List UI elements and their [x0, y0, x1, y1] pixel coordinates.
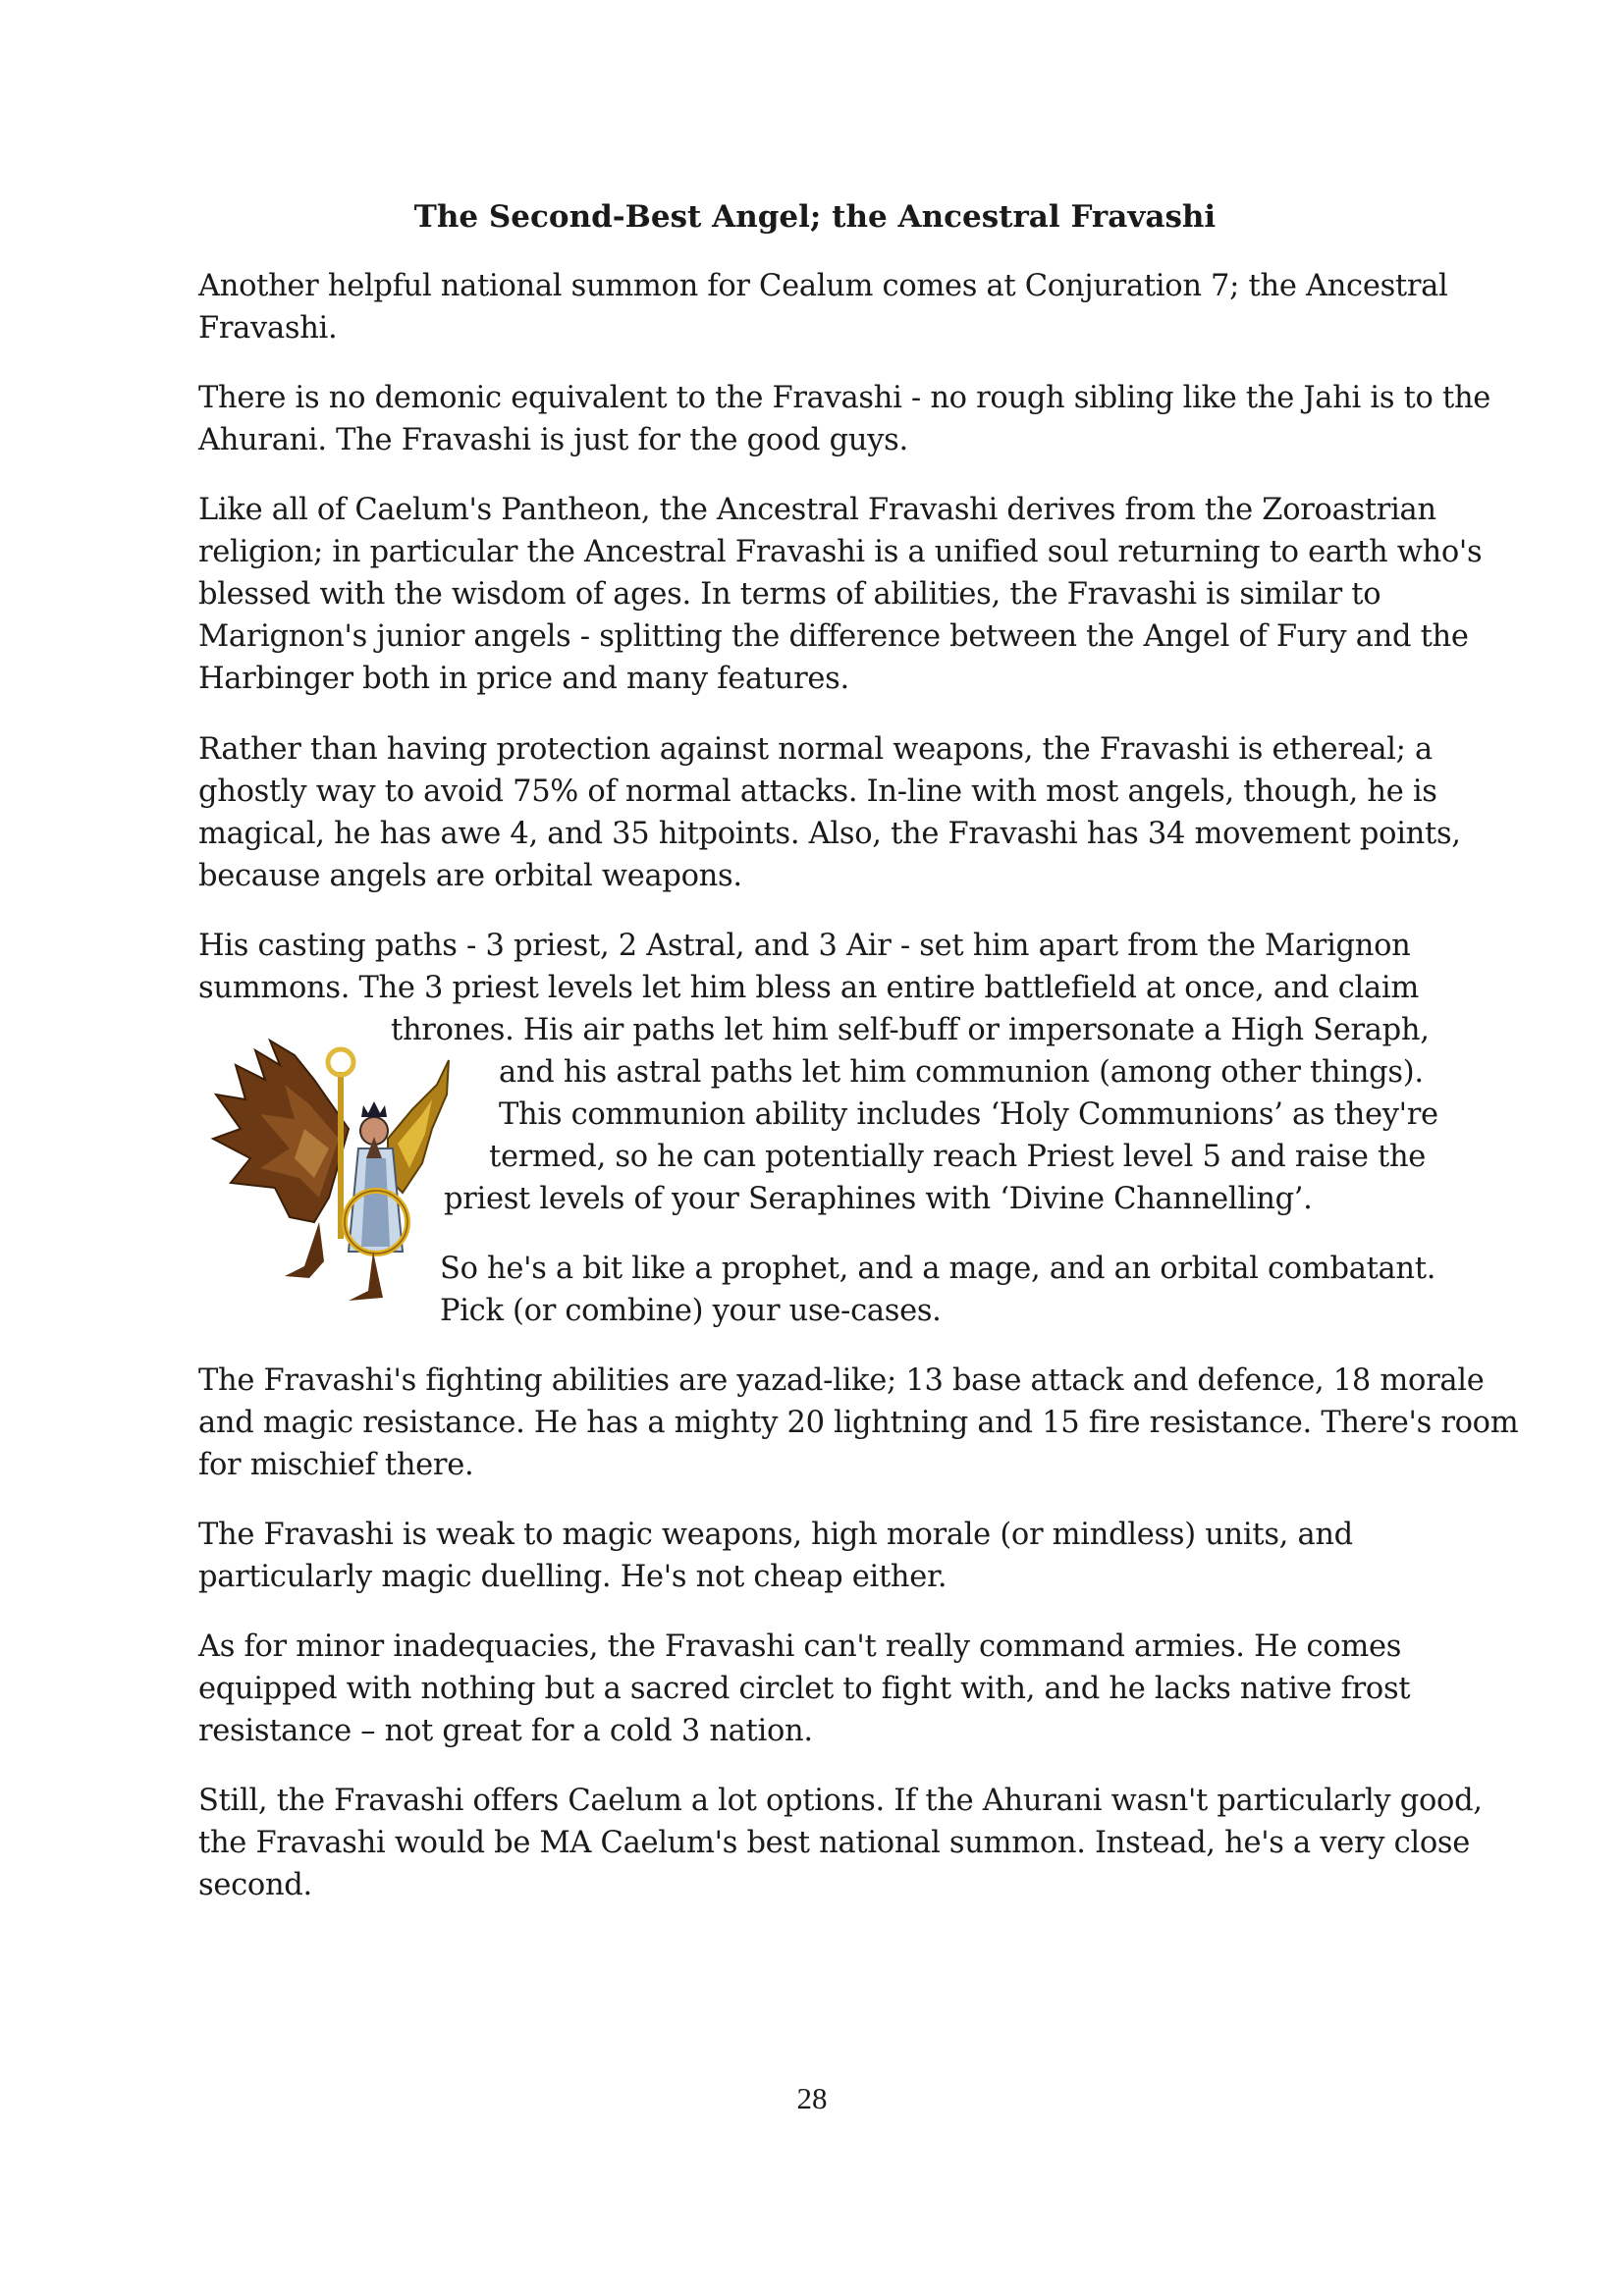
text-line: resistance – not great for a cold 3 nation. [198, 1714, 813, 1748]
text-line: Rather than having protection against normal weapons, the Fravashi is ethereal; a [198, 732, 1433, 767]
text-line: His casting paths - 3 priest, 2 Astral, and 3 Air - set him apart from the Marignon [198, 929, 1411, 963]
text-line: magical, he has awe 4, and 35 hitpoints. Also, the Fravashi has 34 movement points, [198, 817, 1461, 851]
text-line: priest levels of your Seraphines with ‘Divine Channelling’. [444, 1182, 1313, 1216]
text-line: the Fravashi would be MA Caelum's best national summon. Instead, he's a very close [198, 1826, 1470, 1860]
text-line: particularly magic duelling. He's not cheap either. [198, 1560, 947, 1594]
paragraph-3 [198, 489, 1483, 700]
text-line: The Fravashi's fighting abilities are yazad-like; 13 base attack and defence, 18 morale [198, 1363, 1485, 1398]
text-line: Ahurani. The Fravashi is just for the good guys. [198, 423, 908, 457]
paragraph-4 [198, 728, 1461, 897]
text-line: summons. The 3 priest levels let him bless an entire battlefield at once, and claim [198, 971, 1419, 1005]
text-line: The Fravashi is weak to magic weapons, high morale (or mindless) units, and [198, 1518, 1353, 1552]
text-line: and his astral paths let him communion (among other things). [499, 1055, 1424, 1090]
text-line: thrones. His air paths let him self-buff or impersonate a High Seraph, [391, 1013, 1430, 1047]
text-line: As for minor inadequacies, the Fravashi can't really command armies. He comes [198, 1629, 1402, 1664]
text-line: termed, so he can potentially reach Priest level 5 and raise the [489, 1140, 1427, 1174]
paragraph-9 [198, 1626, 1435, 1752]
paragraph-1 [198, 265, 1448, 349]
text-line: religion; in particular the Ancestral Fravashi is a unified soul returning to earth who's [198, 535, 1483, 569]
text-line: There is no demonic equivalent to the Fravashi - no rough sibling like the Jahi is to the [198, 381, 1491, 415]
paragraph-7 [198, 1360, 1519, 1486]
paragraph-10 [198, 1780, 1483, 1906]
text-line: second. [198, 1868, 312, 1902]
text-line: for mischief there. [198, 1448, 474, 1482]
text-line: equipped with nothing but a sacred circlet to fight with, and he lacks native frost [198, 1672, 1411, 1706]
section-title: The Second-Best Angel; the Ancestral Fravashi [413, 199, 1217, 235]
text-line: Pick (or combine) your use-cases. [440, 1294, 942, 1328]
text-line: blessed with the wisdom of ages. In terms of abilities, the Fravashi is similar to [198, 577, 1381, 612]
text-line: Fravashi. [198, 311, 338, 346]
text-line: So he's a bit like a prophet, and a mage, and an orbital combatant. [440, 1252, 1436, 1286]
text-line: Marignon's junior angels - splitting the difference between the Angel of Fury and the [198, 619, 1469, 654]
page-number: 28 [796, 2081, 828, 2115]
fravashi-angel-svg [201, 1011, 486, 1306]
text-line: Still, the Fravashi offers Caelum a lot options. If the Ahurani wasn't particularly good, [198, 1784, 1483, 1818]
text-line: Harbinger both in price and many features. [198, 662, 849, 696]
text-line: Another helpful national summon for Cealum comes at Conjuration 7; the Ancestral [198, 269, 1448, 303]
text-line: because angels are orbital weapons. [198, 859, 742, 893]
text-line: ghostly way to avoid 75% of normal attacks. In-line with most angels, though, he is [198, 774, 1437, 809]
paragraph-8 [198, 1514, 1435, 1598]
paragraph-2 [198, 377, 1491, 461]
text-line: This communion ability includes ‘Holy Communions’ as they're [499, 1097, 1438, 1132]
text-line: Like all of Caelum's Pantheon, the Ancestral Fravashi derives from the Zoroastrian [198, 493, 1436, 527]
text-line: and magic resistance. He has a mighty 20 lightning and 15 fire resistance. There's room [198, 1406, 1519, 1440]
paragraph-6 [440, 1248, 1436, 1332]
fravashi-angel-icon [201, 1011, 486, 1306]
